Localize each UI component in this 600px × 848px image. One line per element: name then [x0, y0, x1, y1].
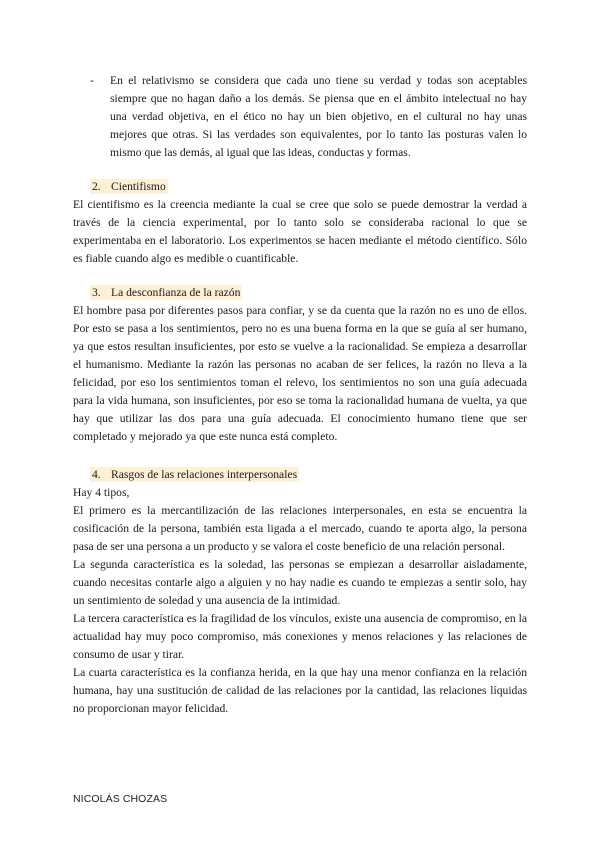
bullet-marker: - [90, 74, 94, 87]
paragraph: La segunda característica es la soledad, las personas se empiezan a desarrollar aisladamente, cuando necesitas contarle algo a alguien y no hay nadie es cuando te empiezas a sentir solo, hay un sentimiento de soledad y una ausencia de la intimidad. [73, 558, 527, 607]
heading-highlight [90, 467, 299, 482]
section-heading-desconfianza [90, 284, 527, 302]
heading-number: 2. [92, 180, 101, 193]
heading-number: 4. [92, 468, 101, 481]
paragraph: Hay 4 tipos, [73, 486, 130, 499]
heading-title: La desconfianza de la razón [111, 286, 241, 299]
heading-title: Rasgos de las relaciones interpersonales [111, 468, 298, 481]
paragraph: El hombre pasa por diferentes pasos para confiar, y se da cuenta que la razón no es uno de ellos. Por esto se pasa a los sentimientos, pero no es una buena forma en la que se guía al ser humano, ya que estos resultan insuficientes, por esto se vuelve a la racionalidad. Se empieza a desarrollar el humanismo. Mediante la razón las personas no acaban de ser felices, la razón no lleva a la felicidad, por eso los sentimientos toman el relevo, los sentimientos no son una guía adecuada para la vida humana, son insuficientes, por eso se toma la racionalidad humana de vuelta, ya que hay que utilizar las dos para una guía adecuada. El conocimiento humano tiene que ser completado y mejorado ya que este nunca está completo. [73, 304, 527, 443]
section-heading-cientifismo [90, 178, 527, 196]
heading-highlight [90, 179, 168, 194]
paragraph: La cuarta característica es la confianza herida, en la que hay una menor confianza en la relación humana, hay una sustitución de calidad de las relaciones por la cantidad, las relaciones líquidas no proporcionan mayor felicidad. [73, 666, 527, 715]
relativism-bullet [73, 72, 527, 162]
document-body [73, 72, 527, 718]
bullet-text: En el relativismo se considera que cada uno tiene su verdad y todas son aceptables siempre que no hagan daño a los demás. Se piensa que en el ámbito intelectual no hay una verdad objetiva, en el ético no hay un bien objetivo, en el cultural no hay unas mejores que otras. Si las verdades son equivalentes, por lo tanto las posturas valen lo mismo que las demás, al igual que las ideas, conductas y formas. [110, 74, 527, 159]
paragraph: El cientifismo es la creencia mediante la cual se cree que solo se puede demostrar la verdad a través de la ciencia experimental, por lo tanto solo se consideraba racional lo que se experimentaba en el laboratorio. Los experimentos se hacen mediante el método científico. Sólo es fiable cuando algo es medible o cuantificable. [73, 198, 527, 265]
heading-highlight [90, 285, 242, 300]
heading-number: 3. [92, 286, 101, 299]
paragraph: La tercera característica es la fragilidad de los vínculos, existe una ausencia de compromiso, en la actualidad hay muy poco compromiso, más conexiones y menos relaciones y las relaciones de consumo de usar y tirar. [73, 612, 527, 661]
footer-author: NICOLÁS CHOZAS [73, 793, 168, 805]
section-heading-rasgos [90, 466, 527, 484]
heading-title: Cientifismo [111, 180, 166, 193]
paragraph: El primero es la mercantilización de las relaciones interpersonales, en esta se encuentra la cosificación de la persona, también esta ligada a el mercado, cuando te aporta algo, la persona pasa de ser una persona a un producto y se valora el coste beneficio de una relación personal. [73, 504, 527, 553]
